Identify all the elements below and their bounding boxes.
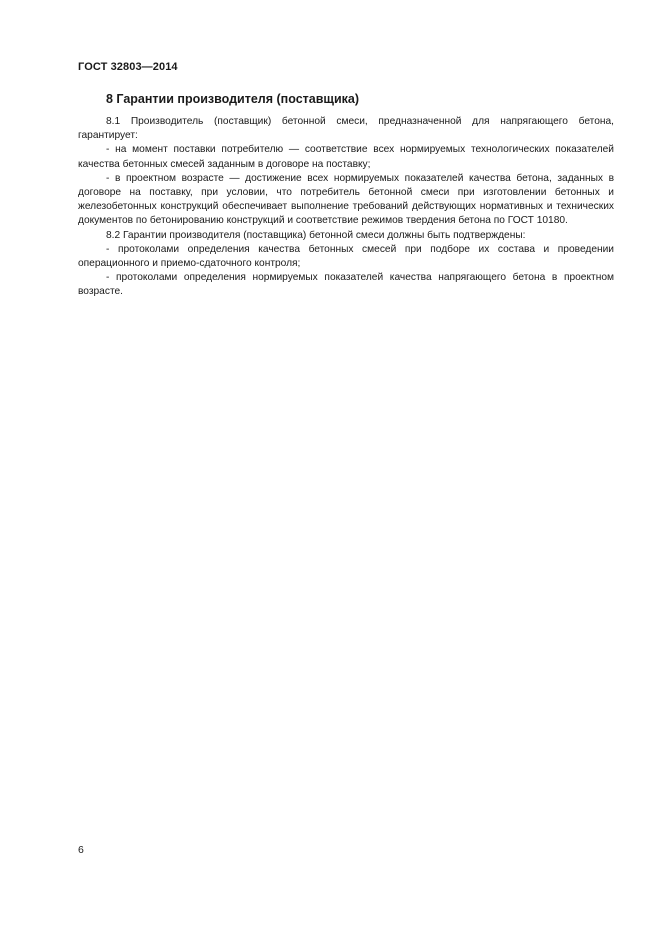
list-item-mix-protocols: - протоколами определения качества бетонных смесей при подборе их состава и проведении операционного и приемо-сдаточного контроля; [78,243,614,270]
paragraph-8-1: 8.1 Производитель (поставщик) бетонной смеси, предназначенной для напрягающего бетона, гарантирует: [78,116,614,142]
section-title: 8 Гарантии производителя (поставщика) [106,92,360,106]
paragraph-8-2: 8.2 Гарантии производителя (поставщика) бетонной смеси должны быть подтверждены: [106,229,526,241]
document-header: ГОСТ 32803—2014 [78,61,178,73]
list-item-design-age: - в проектном возрасте — достижение всех нормируемых показателей качества бетона, заданных в договоре на поставку, при условии, что потребитель бетонной смеси при изготовлении бетонных и железобетонных конструкций обеспечивает выполнение требований действующих нормативных и технических документов по бетонированию конструкций и соответствие режимов твердения бетона по ГОСТ 10180. [78,172,614,227]
list-item-concrete-protocols: - протоколами определения нормируемых показателей качества напрягающего бетона в проектном возрасте. [78,272,614,298]
list-item-delivery: - на момент поставки потребителю — соответствие всех нормируемых технологических показателей качества бетонных смесей заданным в договоре на поставку; [78,144,614,170]
page-number: 6 [78,844,84,856]
section-body [78,115,614,300]
